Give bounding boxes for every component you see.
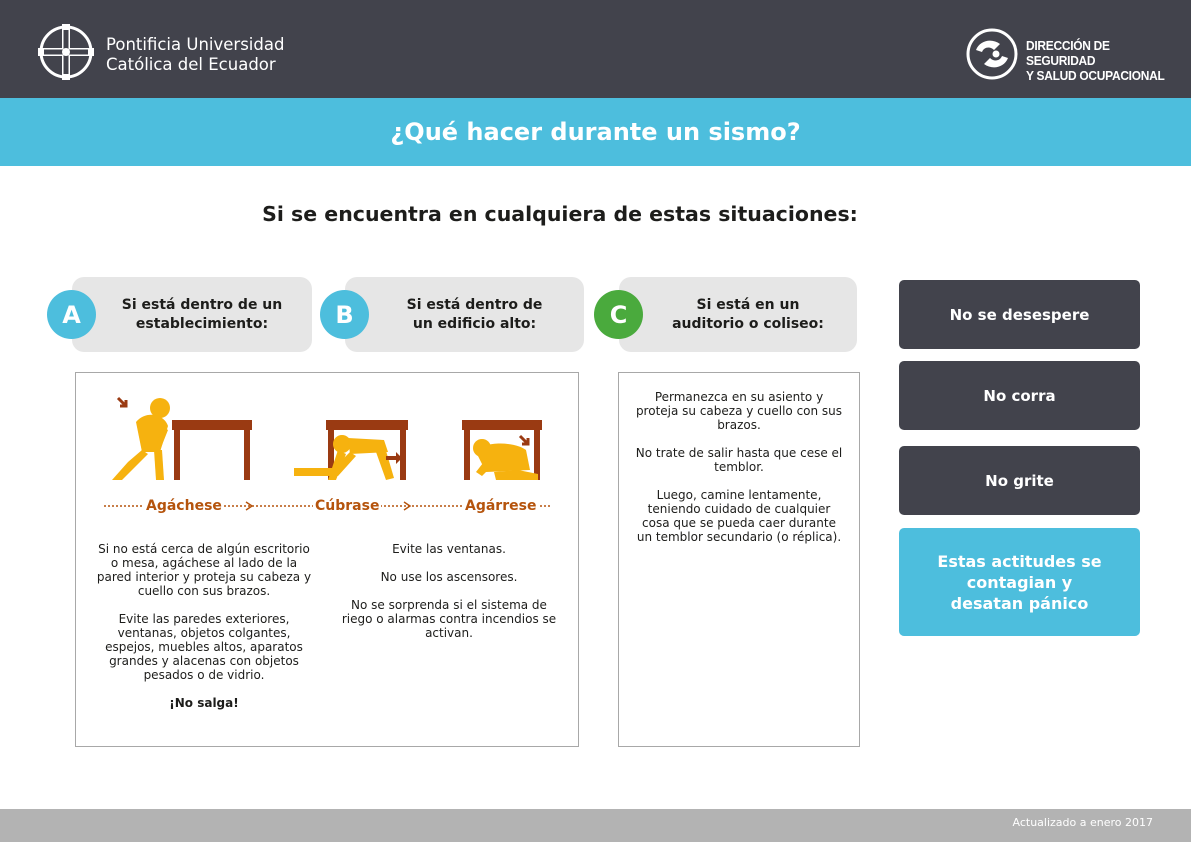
panel-a-emphasis: ¡No salga! [169, 696, 239, 710]
step-cover-label: Cúbrase [315, 498, 380, 514]
case-b-line1: Si está dentro de [406, 296, 543, 313]
case-a-badge: A [47, 290, 96, 339]
tip-no-run: No corra [899, 361, 1140, 430]
university-name-line1: Pontificia Universidad [106, 35, 285, 54]
step-drop-label: Agáchese [146, 498, 222, 514]
panel-b-text [340, 542, 558, 654]
department-name-line2: Y SALUD OCUPACIONAL [1026, 68, 1165, 83]
panel-b-paragraph: Evite las ventanas. [392, 542, 506, 556]
tip-highlight: Estas actitudes se contagian y desatan pánico [899, 528, 1140, 636]
kneeling-person-icon [473, 436, 538, 480]
department-name [1026, 38, 1178, 83]
case-a-line2: establecimiento: [135, 315, 269, 332]
case-b-header [345, 277, 584, 352]
crawling-person-icon [294, 435, 402, 480]
case-c-line1: Si está en un [696, 296, 800, 313]
hands-circle-icon [966, 28, 1018, 80]
footer-updated: Actualizado a enero 2017 [1012, 816, 1153, 829]
university-name [106, 35, 284, 75]
panel-b-paragraph: No use los ascensores. [380, 570, 518, 584]
tip-no-despair: No se desespere [899, 280, 1140, 349]
case-b-line2: un edificio alto: [412, 315, 537, 332]
table-icon [172, 420, 252, 480]
panel-c-text [634, 390, 844, 558]
step-hold-label: Agárrese [465, 498, 537, 514]
panel-a-text [96, 542, 312, 724]
panel-a-paragraph: Evite las paredes exteriores, ventanas, objetos colgantes, espejos, muebles altos, aparatos grandes y alacenas con objetos pesados o de vidrio. [105, 612, 303, 682]
panel-c-paragraph: Permanezca en su asiento y proteja su cabeza y cuello con sus brazos. [635, 390, 843, 432]
university-name-line2: Católica del Ecuador [106, 55, 276, 74]
footer-bar [0, 809, 1191, 842]
case-c-badge: C [594, 290, 643, 339]
case-c-line2: auditorio o coliseo: [672, 315, 824, 332]
panel-b-paragraph: No se sorprenda si el sistema de riego o alarmas contra incendios se activan. [341, 598, 557, 640]
page-subtitle: Si se encuentra en cualquiera de estas situaciones: [262, 202, 858, 226]
case-c-header [619, 277, 857, 352]
crouching-person-icon [112, 398, 170, 480]
cross-logo-icon [36, 22, 96, 82]
case-b-badge: B [320, 290, 369, 339]
panel-c-paragraph: Luego, camine lentamente, teniendo cuidado de cualquier cosa que se pueda caer durante un temblor secundario (o réplica). [636, 488, 842, 544]
page-title: ¿Qué hacer durante un sismo? [390, 118, 801, 146]
panel-a-paragraph: Si no está cerca de algún escritorio o mesa, agáchese al lado de la pared interior y proteja su cabeza y cuello con sus brazos. [96, 542, 312, 598]
panel-c-paragraph: No trate de salir hasta que cese el temblor. [635, 446, 843, 474]
case-a-header [72, 277, 312, 352]
header-bar [0, 0, 1191, 98]
department-name-line1: DIRECCIÓN DE SEGURIDAD [1026, 38, 1110, 68]
tip-no-shout: No grite [899, 446, 1140, 515]
title-bar [0, 98, 1191, 166]
case-a-line1: Si está dentro de un [121, 296, 283, 313]
